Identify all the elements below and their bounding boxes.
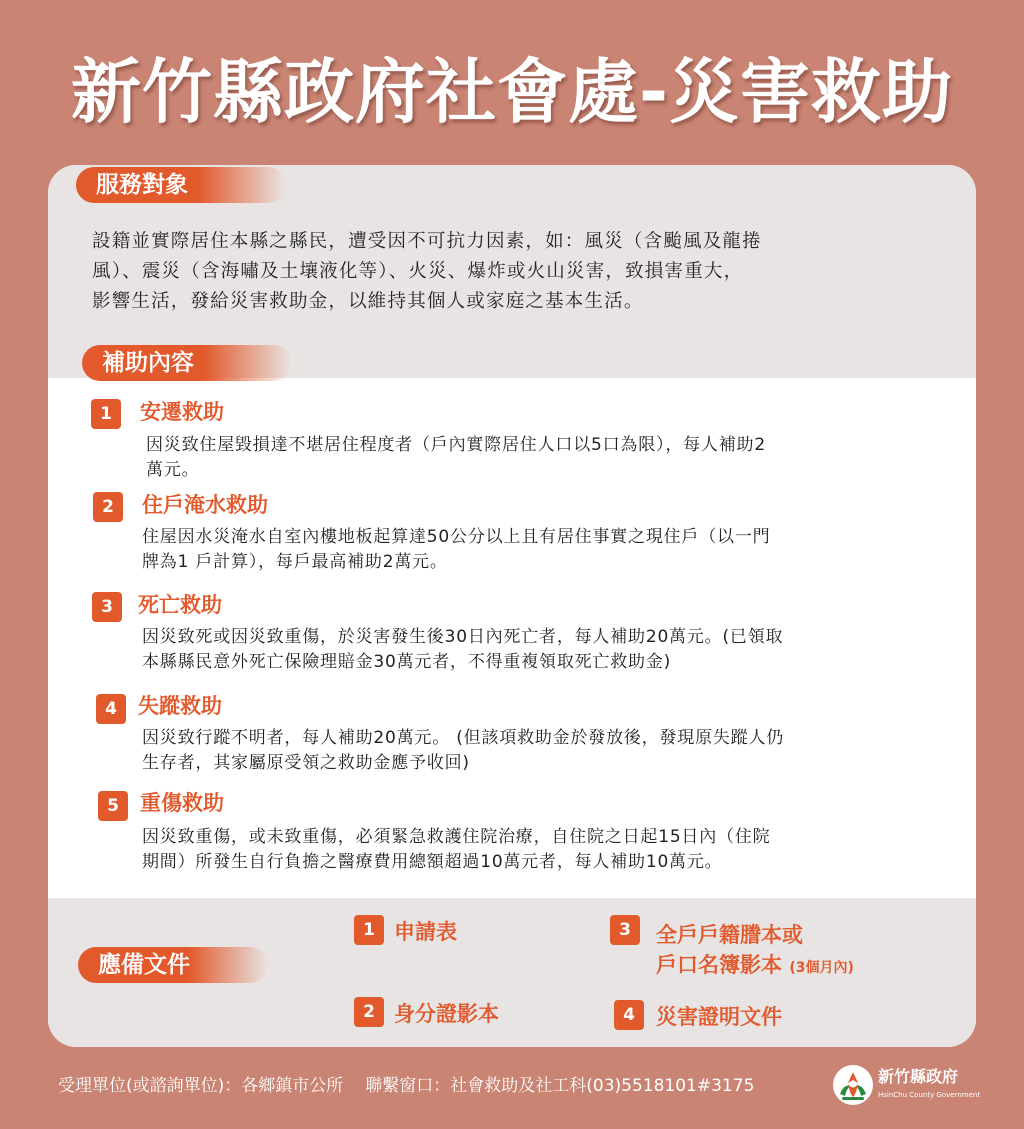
item-number-badge: 1 — [91, 399, 121, 429]
item-title-death: 死亡救助 — [138, 593, 222, 617]
target-line: 影響生活，發給災害救助金，以維持其個人或家庭之基本生活。 — [92, 291, 644, 312]
item-desc-missing — [142, 726, 972, 776]
doc-household-book-label: 戶口名簿影本 — [656, 953, 782, 977]
county-emblem-icon — [832, 1064, 874, 1106]
item-desc-line: 萬元。 — [146, 460, 200, 480]
item-number-badge: 3 — [92, 592, 122, 622]
item-desc-flood — [142, 525, 957, 575]
doc-household-record: 全戶戶籍謄本或 — [656, 923, 803, 947]
target-line: 風）、震災（含海嘯及土壤液化等）、火災、爆炸或火山災害，致損害重大， — [92, 261, 744, 282]
content-section-label: 補助內容 — [82, 345, 292, 381]
target-line: 設籍並實際居住本縣之縣民，遭受因不可抗力因素，如：風災（含颱風及龍捲 — [92, 231, 762, 252]
item-number-badge: 4 — [96, 694, 126, 724]
item-desc-line: 期間）所發生自行負擔之醫療費用總額超過10萬元者，每人補助10萬元。 — [142, 852, 723, 872]
item-desc-line: 因災致重傷，或未致重傷，必須緊急救護住院治療，自住院之日起15日內（住院 — [142, 827, 771, 847]
target-section-label: 服務對象 — [76, 167, 286, 203]
doc-application-form: 申請表 — [394, 920, 457, 944]
item-desc-line: 本縣縣民意外死亡保險理賠金30萬元者，不得重複領取死亡救助金) — [142, 652, 672, 672]
docs-section-label: 應備文件 — [78, 947, 268, 983]
doc-number-badge: 4 — [614, 1000, 644, 1030]
doc-disaster-certificate: 災害證明文件 — [656, 1005, 782, 1029]
item-title-missing: 失蹤救助 — [138, 694, 222, 718]
logo-name: 新竹縣政府 — [878, 1067, 959, 1086]
doc-number-badge: 2 — [354, 997, 384, 1027]
footer-office: 受理單位(或諮詢單位)：各鄉鎮市公所 — [58, 1076, 344, 1096]
page-title: 新竹縣政府社會處-災害救助 — [70, 51, 954, 133]
footer — [58, 1073, 754, 1099]
item-desc-line: 住屋因水災淹水自室內樓地板起算達50公分以上且有居住事實之現住戶（以一門 — [142, 527, 771, 547]
item-number-badge: 2 — [93, 492, 123, 522]
item-desc-line: 因災致行蹤不明者，每人補助20萬元。 (但該項救助金於發放後，發現原失蹤人仍 — [142, 728, 785, 748]
item-desc-death — [142, 625, 972, 675]
item-desc-line: 牌為1 戶計算），每戶最高補助2萬元。 — [142, 552, 448, 572]
item-desc-line: 因災致住屋毀損達不堪居住程度者（戶內實際居住人口以5口為限），每人補助2 — [146, 435, 766, 455]
item-title-flood: 住戶淹水救助 — [142, 493, 268, 517]
item-desc-line: 生存者，其家屬原受領之救助金應予收回) — [142, 753, 470, 773]
logo-subtitle: HsinChu County Government — [878, 1091, 981, 1099]
item-desc-relocation — [146, 433, 956, 483]
info-panel — [48, 165, 976, 1047]
item-title-injury: 重傷救助 — [140, 791, 224, 815]
doc-id-copy: 身分證影本 — [394, 1002, 499, 1026]
doc-number-badge: 1 — [354, 915, 384, 945]
footer-contact: 聯繫窗口：社會救助及社工科(03)5518101#3175 — [365, 1076, 755, 1096]
doc-household-book — [656, 950, 854, 983]
doc-validity-note: (3個月內) — [789, 960, 854, 976]
doc-number-badge: 3 — [610, 915, 640, 945]
county-logo — [832, 1064, 982, 1110]
item-desc-line: 因災致死或因災致重傷，於災害發生後30日內死亡者，每人補助20萬元。(已領取 — [142, 627, 784, 647]
item-desc-injury — [142, 825, 962, 875]
item-number-badge: 5 — [98, 791, 128, 821]
target-paragraph — [92, 227, 952, 317]
item-title-relocation: 安遷救助 — [140, 400, 224, 424]
